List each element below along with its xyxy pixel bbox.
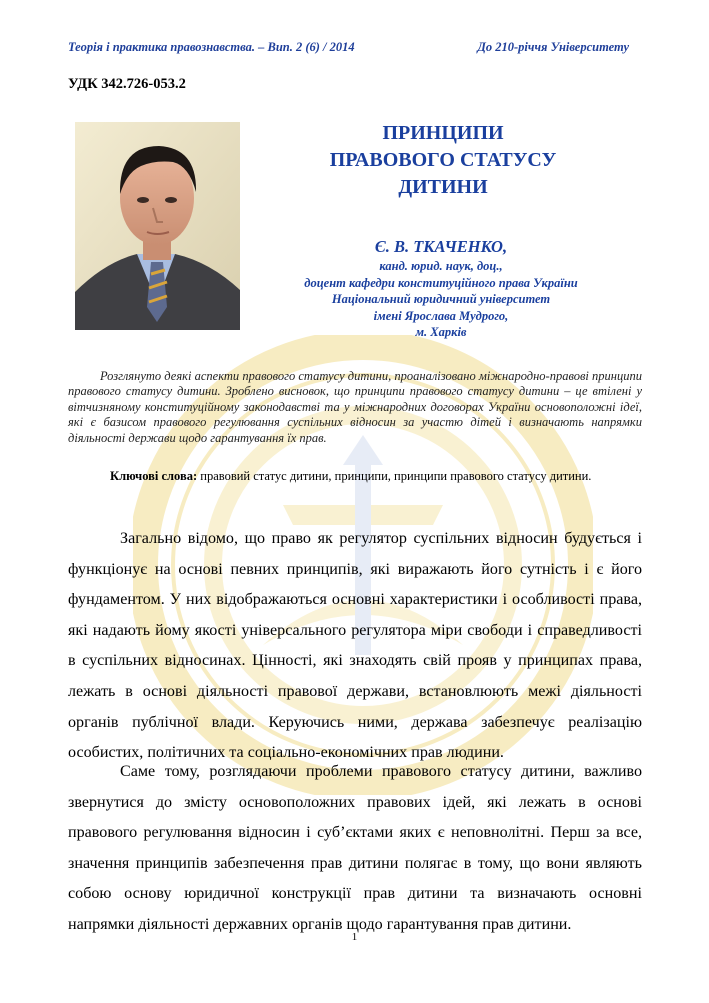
author-block <box>262 236 620 341</box>
article-title <box>270 120 616 201</box>
keywords-text: правовий статус дитини, принципи, принципи правового статусу дитини. <box>197 469 592 483</box>
page-number: 1 <box>351 931 358 943</box>
author-city: м. Харків <box>415 325 467 339</box>
udk-code: УДК 342.726-053.2 <box>68 76 186 92</box>
author-degree: канд. юрид. наук, доц., <box>379 259 503 273</box>
title-line: ПРАВОВОГО СТАТУСУ <box>329 149 557 171</box>
anniversary-note: До 210-річчя Університету <box>477 40 629 54</box>
author-photo <box>75 122 240 330</box>
title-line: ПРИНЦИПИ <box>382 122 504 144</box>
title-line: ДИТИНИ <box>398 176 488 198</box>
author-university: Національний юридичний університет <box>331 292 551 306</box>
body-paragraph: Загально відомо, що право як регулятор суспільних відносин будується і функціонує на основі певних принципів, які виражають його сутність і є його фундаментом. У них відображаються основні характеристики і особливості права, які надають йому якості універсального регулятора міри свободи і справедливості в суспільних відносинах. Цінності, які знаходять свій прояв у принципах права, лежать в основі діяльності правової держави, встановлюють межі діяльності органів публічної влади. Керуючись ними, держава забезпечує реалізацію особистих, політичних та соціально-економічних прав людини. <box>68 530 642 762</box>
author-position: доцент кафедри конституційного права України <box>304 275 578 290</box>
author-name: Є. В. ТКАЧЕНКО, <box>374 237 508 256</box>
abstract: Розглянуто деякі аспекти правового статусу дитини, проаналізовано міжнародно-правові принципи правового статусу дитини. Зроблено висновок, що принципи правового статусу дитини – це втілені у вітчизняному конституційному законодавстві та у міжнародних договорах України основоположні ідеї, які є базисом правового регулювання суспільних відносин за участю дітей і визначають напрямки діяльності держави щодо гарантування їх прав. <box>68 369 642 445</box>
author-university-name: імені Ярослава Мудрого, <box>373 308 509 323</box>
body-paragraph: Саме тому, розглядаючи проблеми правового статусу дитини, важливо звернутися до змісту основоположних правових ідей, які лежать в основі правового регулювання відносин і суб’єктами яких є неповнолітні. Перш за все, значення принципів забезпечення прав дитини полягає в тому, що вони являють собою основу юридичної конструкції прав дитини та визначають основні напрямки діяльності державних органів щодо гарантування прав дитини. <box>68 763 642 933</box>
running-header <box>68 40 642 58</box>
keywords-label: Ключові слова: <box>110 469 198 483</box>
journal-title: Теорія і практика правознавства. – Вип. 2 (6) / 2014 <box>68 40 355 54</box>
keywords <box>68 468 642 484</box>
